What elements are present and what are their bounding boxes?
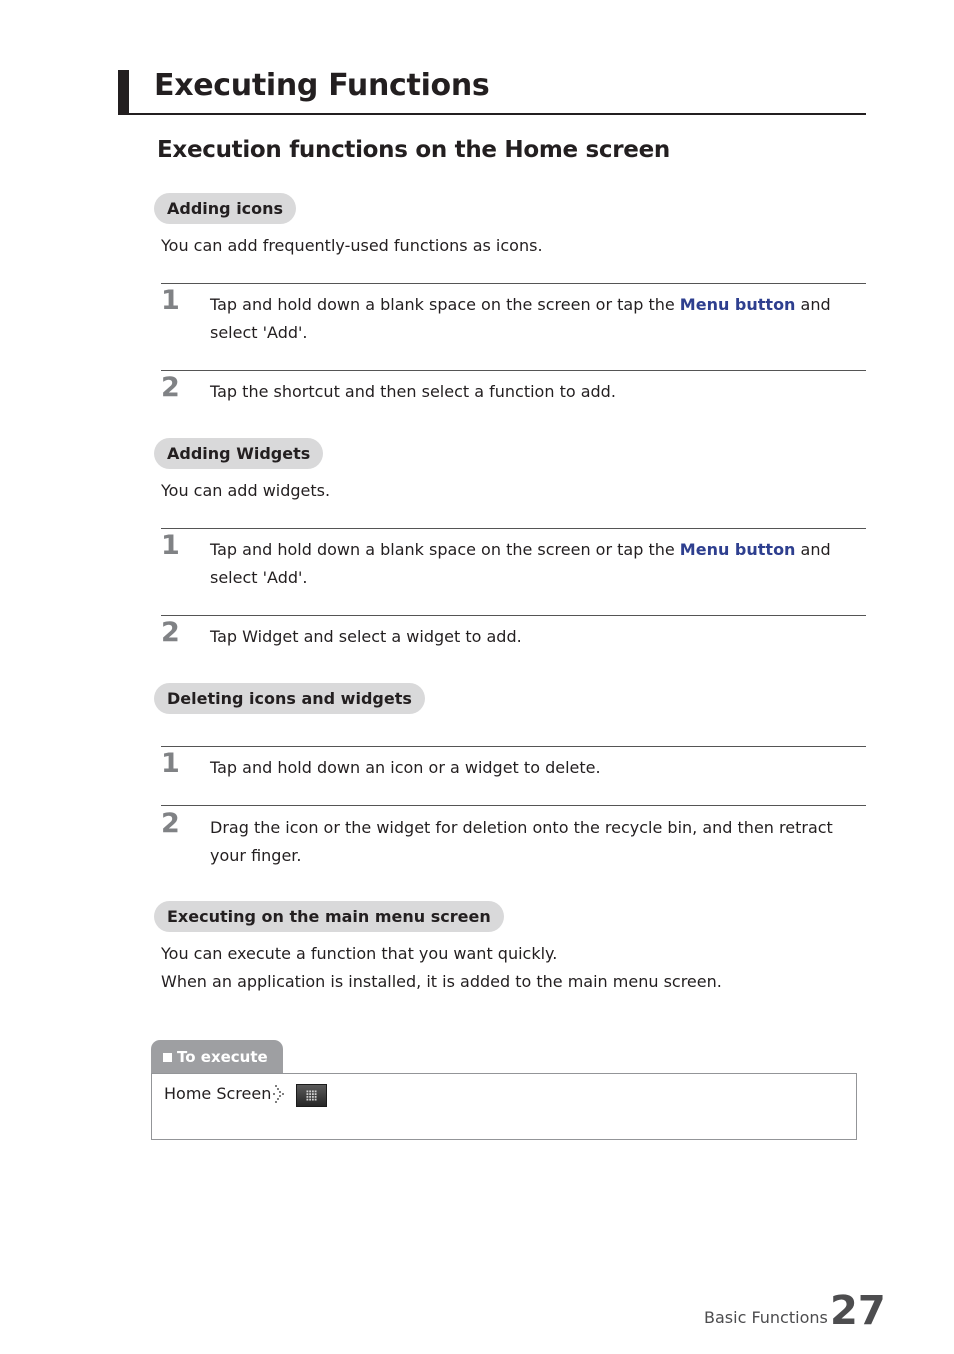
square-bullet-icon — [163, 1053, 172, 1062]
step-divider — [161, 805, 866, 806]
subsection-heading-main-menu: Executing on the main menu screen — [154, 901, 504, 932]
step-number: 1 — [161, 285, 180, 316]
section-title: Execution functions on the Home screen — [157, 137, 670, 163]
step-number: 2 — [161, 617, 180, 648]
menu-button-link[interactable]: Menu button — [679, 540, 796, 559]
step-text-part: and select 'Add'. — [210, 540, 831, 587]
subsection-intro-line: When an application is installed, it is added to the main menu screen. — [161, 972, 722, 991]
to-execute-box — [151, 1073, 857, 1140]
to-execute-label: To execute — [177, 1048, 268, 1066]
step-number: 1 — [161, 530, 180, 561]
step-text — [210, 291, 850, 347]
page-number: 27 — [830, 1288, 886, 1334]
subsection-intro: You can add widgets. — [161, 481, 331, 500]
step-number: 1 — [161, 748, 180, 779]
grid-menu-icon[interactable] — [296, 1084, 327, 1107]
subsection-heading-adding-widgets: Adding Widgets — [154, 438, 323, 469]
grid-menu-icon-glyph — [297, 1085, 326, 1106]
step-text — [210, 536, 850, 592]
step-text: Tap and hold down an icon or a widget to delete. — [210, 758, 601, 777]
step-divider — [161, 528, 866, 529]
page-title: Executing Functions — [154, 68, 490, 103]
step-text: Drag the icon or the widget for deletion onto the recycle bin, and then retract your finger. — [210, 818, 833, 865]
to-execute-tab — [151, 1040, 283, 1074]
subsection-intro-line: You can execute a function that you want quickly. — [161, 944, 558, 963]
step-divider — [161, 615, 866, 616]
arrow-icon — [272, 1084, 288, 1104]
title-accent-bar — [118, 70, 129, 114]
step-divider — [161, 283, 866, 284]
subsection-intro: You can add frequently-used functions as icons. — [161, 236, 543, 255]
step-text: Tap Widget and select a widget to add. — [210, 627, 522, 646]
subsection-heading-adding-icons: Adding icons — [154, 193, 296, 224]
step-number: 2 — [161, 808, 180, 839]
step-text-part: and select 'Add'. — [210, 295, 831, 342]
page-header — [118, 70, 866, 115]
home-screen-path: Home Screen — [164, 1084, 272, 1103]
step-divider — [161, 746, 866, 747]
step-number: 2 — [161, 372, 180, 403]
step-text: Tap the shortcut and then select a function to add. — [210, 382, 616, 401]
step-text-part: Tap and hold down a blank space on the screen or tap the — [210, 295, 680, 314]
step-text-part: Tap and hold down a blank space on the screen or tap the — [210, 540, 680, 559]
footer-section-label: Basic Functions — [704, 1308, 828, 1327]
step-divider — [161, 370, 866, 371]
subsection-heading-deleting: Deleting icons and widgets — [154, 683, 425, 714]
menu-button-link[interactable]: Menu button — [679, 295, 796, 314]
